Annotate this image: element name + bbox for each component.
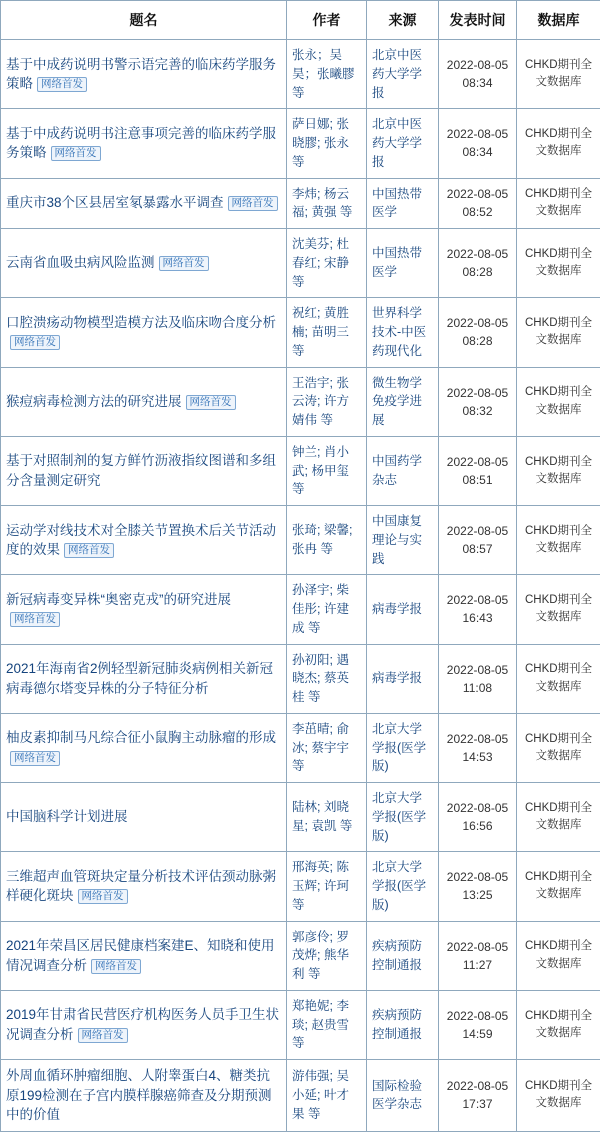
result-author-cell[interactable]: 沈美芬; 杜春红; 宋静 等	[287, 229, 367, 298]
result-author-cell[interactable]: 孙初阳; 遇晓杰; 蔡英桂 等	[287, 644, 367, 713]
online-first-badge: 网络首发	[10, 751, 60, 766]
table-body	[1, 40, 600, 1132]
result-title-cell	[1, 990, 287, 1059]
result-date-cell: 2022-08-05 17:37	[439, 1060, 517, 1132]
column-header-source[interactable]: 来源	[367, 1, 439, 40]
table-row	[1, 229, 600, 298]
result-title-link[interactable]: 中国脑科学计划进展	[6, 809, 128, 824]
result-title-link[interactable]: 外周血循环肿瘤细胞、人附睾蛋白4、糖类抗原199检测在子宫内膜样腺癌筛查及分期预测中的价值	[6, 1068, 272, 1122]
online-first-badge: 网络首发	[91, 959, 141, 974]
result-date-cell: 2022-08-05 16:43	[439, 575, 517, 644]
result-source-cell[interactable]: 北京大学学报(医学版)	[367, 852, 439, 921]
result-database-cell: CHKD期刊全文数据库	[517, 40, 600, 109]
result-date-cell: 2022-08-05 11:27	[439, 921, 517, 990]
result-database-cell: CHKD期刊全文数据库	[517, 367, 600, 436]
result-database-cell: CHKD期刊全文数据库	[517, 436, 600, 505]
online-first-badge: 网络首发	[78, 1028, 128, 1043]
online-first-badge: 网络首发	[78, 889, 128, 904]
online-first-badge: 网络首发	[186, 395, 236, 410]
result-source-cell[interactable]: 北京中医药大学学报	[367, 40, 439, 109]
result-title-link[interactable]: 2021年荣昌区居民健康档案建Е、知晓和使用情况调查分析	[6, 938, 275, 973]
result-source-cell[interactable]: 病毒学报	[367, 575, 439, 644]
result-title-link[interactable]: 运动学对线技术对全膝关节置换术后关节活动度的效果	[6, 523, 276, 558]
result-title-cell	[1, 506, 287, 575]
result-title-link[interactable]: 三维超声血管斑块定量分析技术评估颈动脉粥样硬化斑块	[6, 869, 276, 904]
result-database-cell: CHKD期刊全文数据库	[517, 178, 600, 229]
column-header-author[interactable]: 作者	[287, 1, 367, 40]
result-date-cell: 2022-08-05 11:08	[439, 644, 517, 713]
result-source-cell[interactable]: 中国康复理论与实践	[367, 506, 439, 575]
result-title-link[interactable]: 新冠病毒变异株“奥密克戎”的研究进展	[6, 592, 231, 607]
result-date-cell: 2022-08-05 08:28	[439, 298, 517, 367]
result-author-cell[interactable]: 张琦; 梁馨; 张冉 等	[287, 506, 367, 575]
result-title-link[interactable]: 2019年甘肃省民营医疗机构医务人员手卫生状况调查分析	[6, 1007, 279, 1042]
result-date-cell: 2022-08-05 16:56	[439, 783, 517, 852]
result-author-cell[interactable]: 游伟强; 吴小延; 叶才果 等	[287, 1060, 367, 1132]
table-row	[1, 109, 600, 178]
online-first-badge: 网络首发	[37, 77, 87, 92]
result-date-cell: 2022-08-05 08:52	[439, 178, 517, 229]
column-header-database[interactable]: 数据库	[517, 1, 600, 40]
table-row	[1, 40, 600, 109]
result-title-link[interactable]: 2021年海南省2例轻型新冠肺炎病例相关新冠病毒德尔塔变异株的分子特征分析	[6, 661, 273, 696]
table-row	[1, 436, 600, 505]
result-author-cell[interactable]: 王浩宇; 张云涛; 许方婧伟 等	[287, 367, 367, 436]
result-source-cell[interactable]: 中国热带医学	[367, 178, 439, 229]
result-author-cell[interactable]: 钟兰; 肖小武; 杨甲玺 等	[287, 436, 367, 505]
online-first-badge: 网络首发	[228, 196, 278, 211]
result-author-cell[interactable]: 郭彦伶; 罗茂烨; 熊华利 等	[287, 921, 367, 990]
table-row	[1, 921, 600, 990]
result-source-cell[interactable]: 北京中医药大学学报	[367, 109, 439, 178]
result-title-cell	[1, 436, 287, 505]
table-row	[1, 298, 600, 367]
result-database-cell: CHKD期刊全文数据库	[517, 644, 600, 713]
result-title-link[interactable]: 基于对照制剂的复方鲜竹沥液指纹图谱和多组分含量测定研究	[6, 453, 276, 488]
result-author-cell[interactable]: 孙泽宇; 柴佳彤; 许建成 等	[287, 575, 367, 644]
result-database-cell: CHKD期刊全文数据库	[517, 1060, 600, 1132]
result-author-cell[interactable]: 邢海英; 陈玉辉; 许珂 等	[287, 852, 367, 921]
result-author-cell[interactable]: 萨日娜; 张晓膠; 张永 等	[287, 109, 367, 178]
result-source-cell[interactable]: 疾病预防控制通报	[367, 990, 439, 1059]
result-title-link[interactable]: 基于中成药说明书注意事项完善的临床药学服务策略	[6, 126, 276, 161]
result-title-cell	[1, 229, 287, 298]
result-title-cell	[1, 713, 287, 782]
table-row	[1, 506, 600, 575]
result-date-cell: 2022-08-05 14:59	[439, 990, 517, 1059]
online-first-badge: 网络首发	[10, 612, 60, 627]
table-row	[1, 644, 600, 713]
result-title-link[interactable]: 云南省血吸虫病风险监测	[6, 255, 155, 270]
result-title-link[interactable]: 口腔溃疡动物模型造模方法及临床吻合度分析	[6, 315, 276, 330]
result-title-cell	[1, 298, 287, 367]
result-author-cell[interactable]: 李茁晴; 俞冰; 蔡宇宇 等	[287, 713, 367, 782]
result-date-cell: 2022-08-05 13:25	[439, 852, 517, 921]
result-database-cell: CHKD期刊全文数据库	[517, 852, 600, 921]
online-first-badge: 网络首发	[51, 146, 101, 161]
result-title-cell	[1, 644, 287, 713]
result-author-cell[interactable]: 李炜; 杨云福; 黄强 等	[287, 178, 367, 229]
result-source-cell[interactable]: 国际检验医学杂志	[367, 1060, 439, 1132]
column-header-date[interactable]: 发表时间	[439, 1, 517, 40]
result-title-cell	[1, 40, 287, 109]
column-header-title[interactable]: 题名	[1, 1, 287, 40]
table-header-row	[1, 1, 600, 40]
result-database-cell: CHKD期刊全文数据库	[517, 990, 600, 1059]
result-title-cell	[1, 1060, 287, 1132]
result-author-cell[interactable]: 祝红; 黄胜楠; 苗明三 等	[287, 298, 367, 367]
result-title-cell	[1, 921, 287, 990]
online-first-badge: 网络首发	[10, 335, 60, 350]
table-row	[1, 713, 600, 782]
result-title-link[interactable]: 基于中成药说明书警示语完善的临床药学服务策略	[6, 57, 276, 92]
result-title-cell	[1, 178, 287, 229]
result-database-cell: CHKD期刊全文数据库	[517, 575, 600, 644]
result-title-cell	[1, 783, 287, 852]
table-row	[1, 178, 600, 229]
result-source-cell[interactable]: 中国药学杂志	[367, 436, 439, 505]
result-database-cell: CHKD期刊全文数据库	[517, 713, 600, 782]
result-date-cell: 2022-08-05 14:53	[439, 713, 517, 782]
result-database-cell: CHKD期刊全文数据库	[517, 298, 600, 367]
result-author-cell[interactable]: 张永；吴昊；张曦膠 等	[287, 40, 367, 109]
result-source-cell[interactable]: 北京大学学报(医学版)	[367, 713, 439, 782]
result-title-cell	[1, 109, 287, 178]
table-row	[1, 1060, 600, 1132]
table-row	[1, 575, 600, 644]
result-source-cell[interactable]: 北京大学学报(医学版)	[367, 783, 439, 852]
result-date-cell: 2022-08-05 08:51	[439, 436, 517, 505]
result-source-cell[interactable]: 世界科学技术-中医药现代化	[367, 298, 439, 367]
table-header	[1, 1, 600, 40]
result-date-cell: 2022-08-05 08:32	[439, 367, 517, 436]
result-source-cell[interactable]: 病毒学报	[367, 644, 439, 713]
result-database-cell: CHKD期刊全文数据库	[517, 109, 600, 178]
result-date-cell: 2022-08-05 08:34	[439, 40, 517, 109]
result-title-link[interactable]: 柚皮素抑制马凡综合征小鼠胸主动脉瘤的形成	[6, 730, 276, 745]
result-title-link[interactable]: 猴痘病毒检测方法的研究进展	[6, 394, 182, 409]
table-row	[1, 783, 600, 852]
result-database-cell: CHKD期刊全文数据库	[517, 783, 600, 852]
result-title-cell	[1, 575, 287, 644]
result-author-cell[interactable]: 陆林; 刘晓星; 袁凯 等	[287, 783, 367, 852]
result-title-cell	[1, 367, 287, 436]
table-row	[1, 367, 600, 436]
result-source-cell[interactable]: 微生物学免疫学进展	[367, 367, 439, 436]
result-date-cell: 2022-08-05 08:34	[439, 109, 517, 178]
result-database-cell: CHKD期刊全文数据库	[517, 229, 600, 298]
table-row	[1, 852, 600, 921]
result-source-cell[interactable]: 中国热带医学	[367, 229, 439, 298]
result-database-cell: CHKD期刊全文数据库	[517, 506, 600, 575]
result-database-cell: CHKD期刊全文数据库	[517, 921, 600, 990]
result-author-cell[interactable]: 郑艳妮; 李琰; 赵贵雪 等	[287, 990, 367, 1059]
result-date-cell: 2022-08-05 08:28	[439, 229, 517, 298]
result-title-link[interactable]: 重庆市38个区县居室氡暴露水平调查	[6, 195, 224, 210]
online-first-badge: 网络首发	[64, 543, 114, 558]
online-first-badge: 网络首发	[159, 256, 209, 271]
result-date-cell: 2022-08-05 08:57	[439, 506, 517, 575]
result-source-cell[interactable]: 疾病预防控制通报	[367, 921, 439, 990]
result-title-cell	[1, 852, 287, 921]
table-row	[1, 990, 600, 1059]
